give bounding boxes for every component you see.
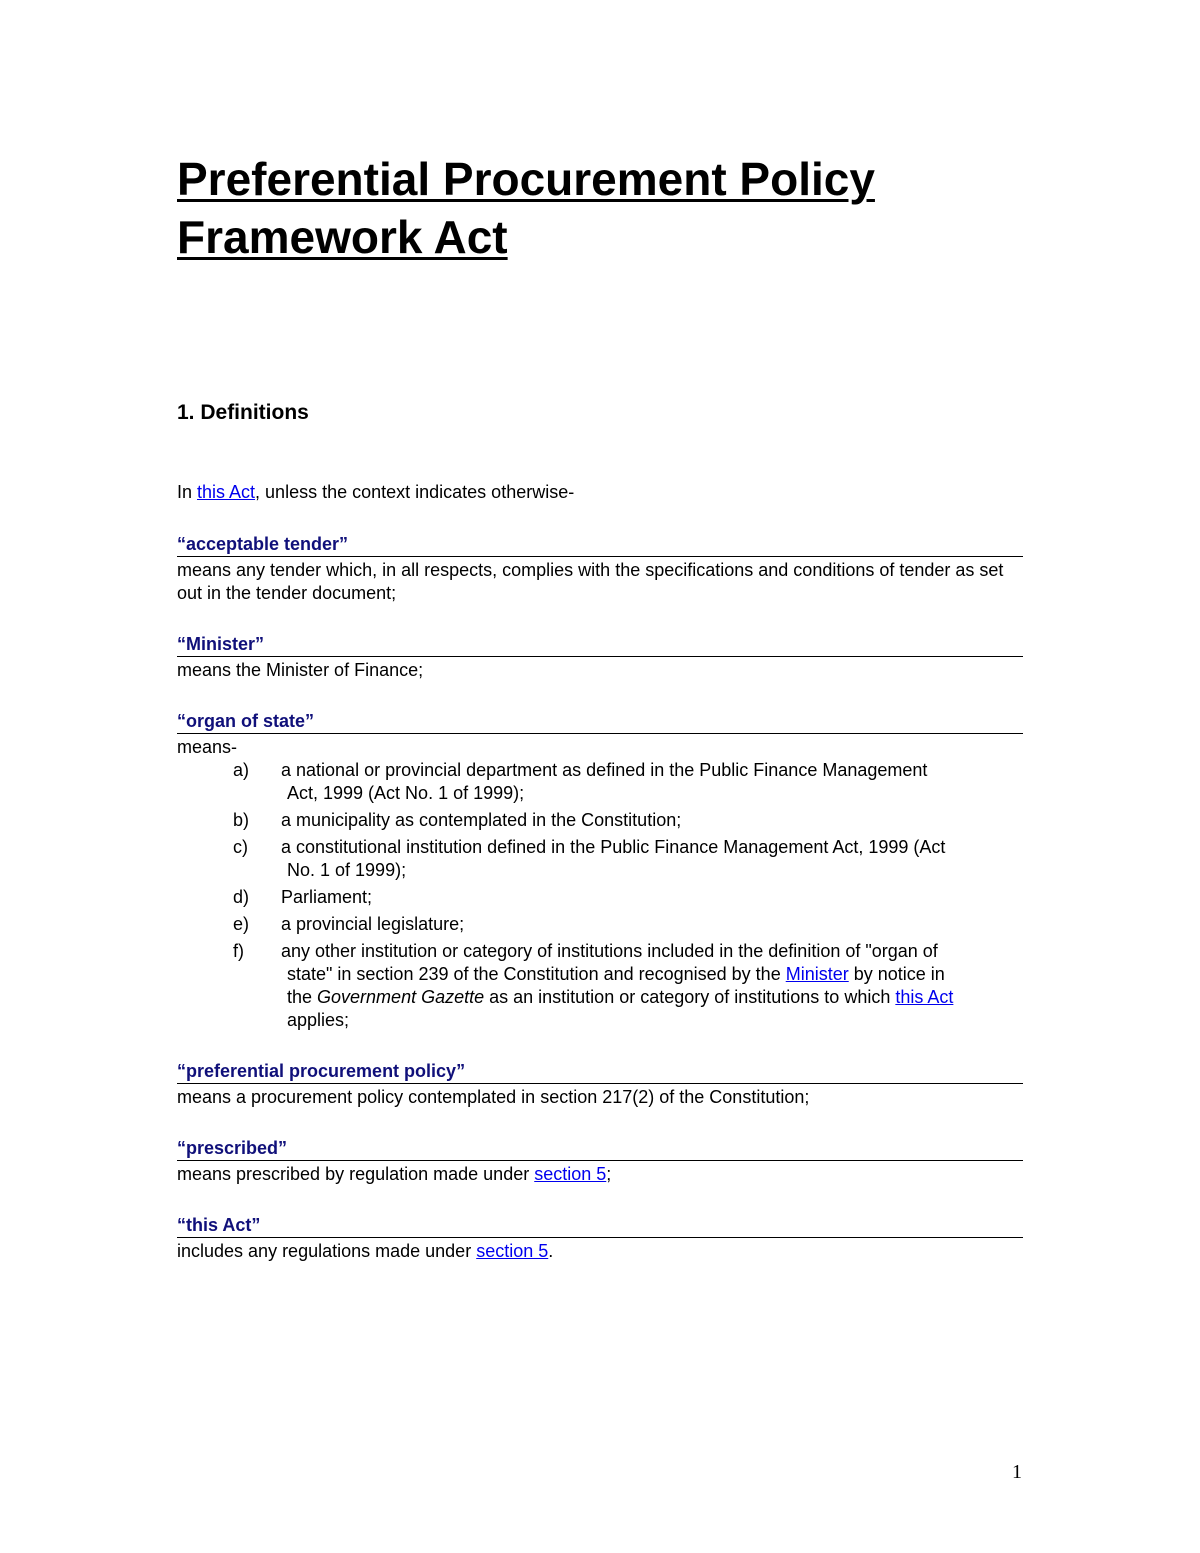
list-line — [281, 963, 1023, 986]
document-page — [177, 150, 1023, 1261]
list-line: a provincial legislature; — [281, 914, 465, 934]
text-run: . — [548, 1241, 554, 1261]
list-item — [177, 836, 1023, 882]
list-item-text — [281, 809, 1023, 832]
title-line-1: Preferential Procurement Policy — [177, 153, 875, 205]
text-run: includes any regulations made under — [177, 1241, 477, 1261]
definition-term: “preferential procurement policy” — [177, 1060, 1023, 1084]
list-item — [177, 759, 1023, 805]
list-line: Act, 1999 (Act No. 1 of 1999); — [287, 783, 525, 803]
document-title — [177, 150, 1023, 266]
definition-meaning: means any tender which, in all respects, complies with the specifications and conditions of tender as set out in the tender document; — [177, 560, 1004, 603]
list-item — [177, 809, 1023, 832]
list-marker: a) — [233, 760, 250, 780]
list-item — [177, 913, 1023, 936]
definition-preferential-procurement-policy — [177, 1060, 1023, 1109]
list-line: a national or provincial department as defined in the Public Finance Management — [281, 760, 928, 780]
minister-link[interactable]: Minister — [785, 964, 849, 984]
definition-minister — [177, 633, 1023, 682]
list-line: a municipality as contemplated in the Constitution; — [281, 810, 682, 830]
definition-meaning — [177, 1163, 1023, 1186]
this-act-link[interactable]: this Act — [895, 987, 954, 1007]
list-line: applies; — [287, 1010, 350, 1030]
organ-of-state-sublist — [177, 759, 1023, 1032]
list-item — [177, 886, 1023, 909]
intro-paragraph — [177, 480, 574, 504]
definition-meaning: means the Minister of Finance; — [177, 660, 424, 680]
intro-before: In — [177, 482, 198, 502]
list-item-text — [281, 886, 1023, 909]
title-line-2: Framework Act — [177, 211, 508, 263]
definition-term: “Minister” — [177, 633, 1023, 657]
list-line: Parliament; — [281, 887, 373, 907]
text-run: ; — [606, 1164, 612, 1184]
list-line — [281, 986, 1023, 1009]
definition-this-act — [177, 1214, 1023, 1263]
list-marker: c) — [233, 837, 248, 857]
definition-organ-of-state — [177, 710, 1023, 1032]
list-item-text — [281, 940, 1023, 1032]
list-line: No. 1 of 1999); — [287, 860, 407, 880]
intro-after: , unless the context indicates otherwise- — [255, 482, 575, 502]
gazette-italic: Government Gazette — [317, 987, 485, 1007]
definition-acceptable-tender — [177, 533, 1023, 605]
definition-meaning: means a procurement policy contemplated in section 217(2) of the Constitution; — [177, 1087, 810, 1107]
list-line: any other institution or category of institutions included in the definition of "organ of — [281, 941, 938, 961]
this-act-link[interactable]: this Act — [197, 482, 256, 502]
text-run: state" in section 239 of the Constitution and recognised by the — [287, 964, 786, 984]
list-marker: b) — [233, 810, 250, 830]
list-marker: e) — [233, 914, 250, 934]
definition-term: “acceptable tender” — [177, 533, 1023, 557]
section-5-link[interactable]: section 5 — [476, 1241, 549, 1261]
list-item-text — [281, 913, 1023, 936]
page-number: 1 — [1012, 1461, 1022, 1483]
list-item-text — [281, 836, 1023, 882]
list-line: a constitutional institution defined in the Public Finance Management Act, 1999 (Act — [281, 837, 946, 857]
definition-term: “this Act” — [177, 1214, 1023, 1238]
text-run: means prescribed by regulation made under — [177, 1164, 535, 1184]
list-marker: f) — [233, 941, 244, 961]
definitions-list — [177, 533, 1023, 1291]
section-heading: 1. Definitions — [177, 401, 309, 424]
list-item — [177, 940, 1023, 1032]
definition-term: “prescribed” — [177, 1137, 1023, 1161]
text-run: the — [287, 987, 318, 1007]
definition-meaning — [177, 1240, 1023, 1263]
definition-prescribed — [177, 1137, 1023, 1186]
definition-meaning: means- — [177, 737, 238, 757]
text-run: as an institution or category of institutions to which — [484, 987, 896, 1007]
text-run: by notice in — [848, 964, 945, 984]
list-item-text — [281, 759, 1023, 805]
definition-term: “organ of state” — [177, 710, 1023, 734]
section-5-link[interactable]: section 5 — [534, 1164, 607, 1184]
list-marker: d) — [233, 887, 250, 907]
